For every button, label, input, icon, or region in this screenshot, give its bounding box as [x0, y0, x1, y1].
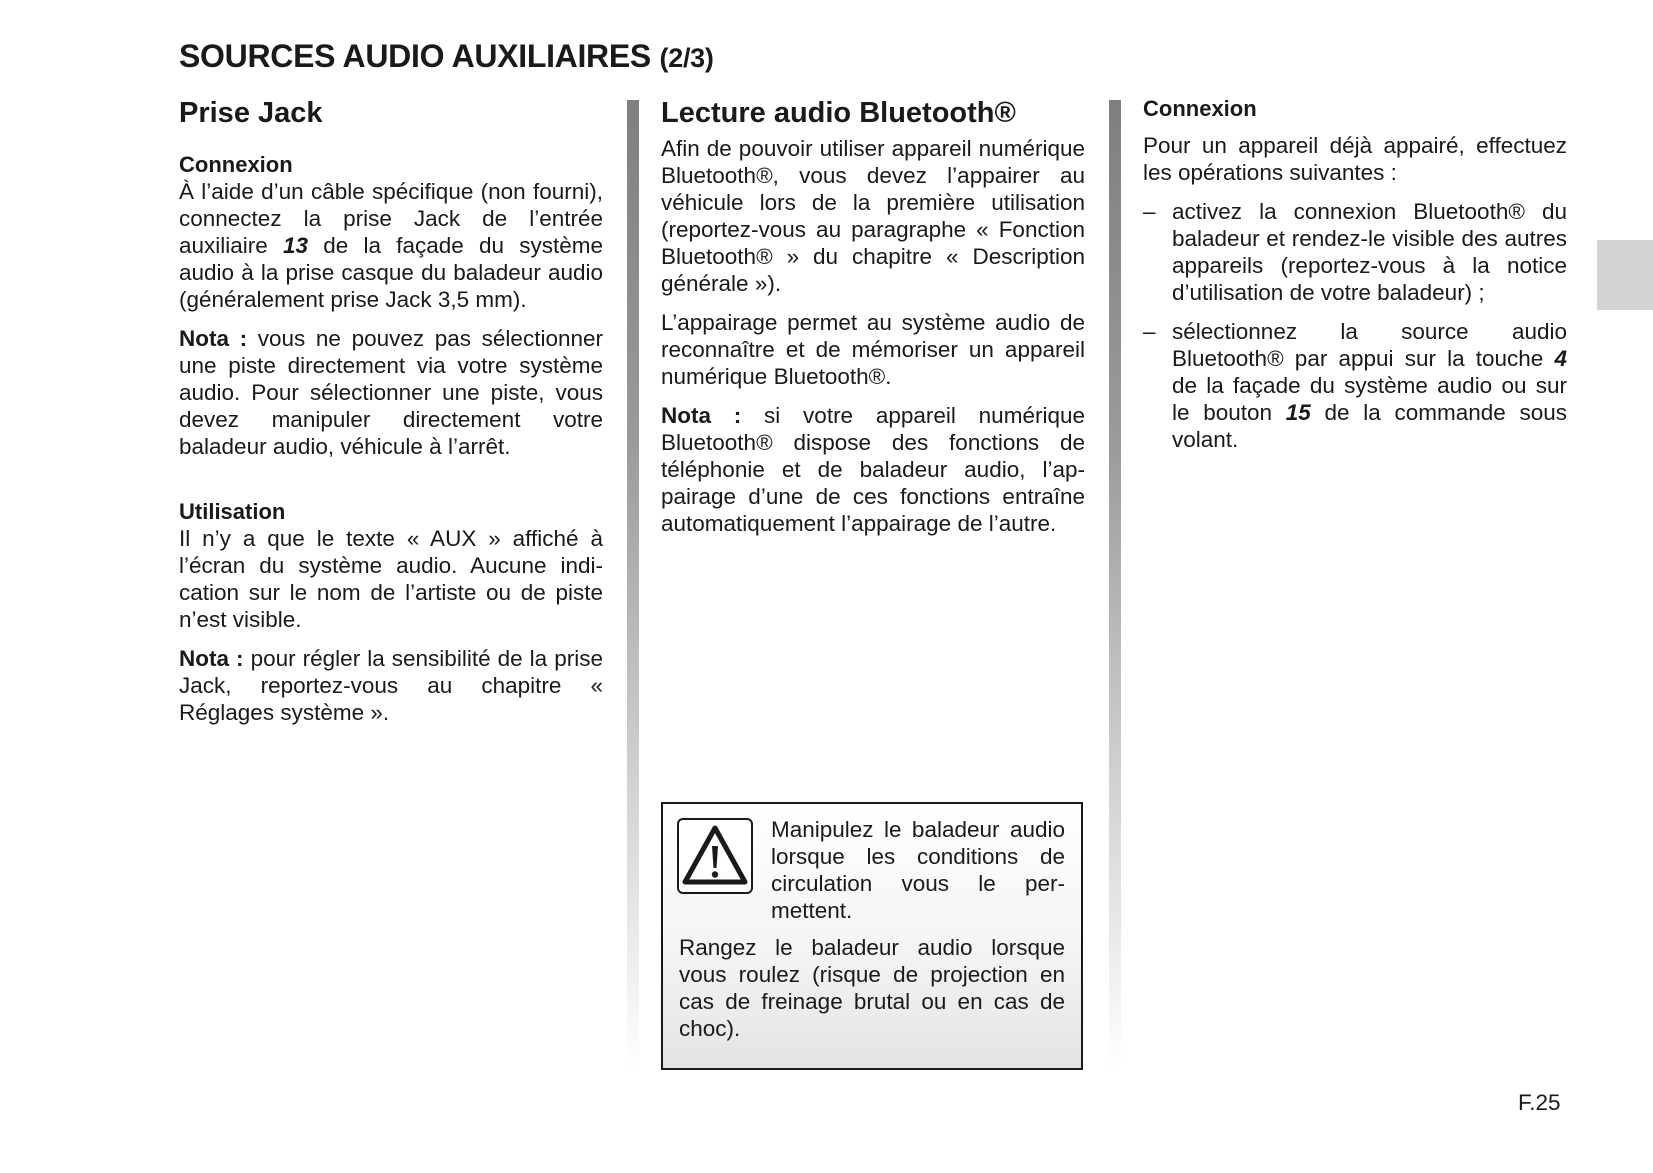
warning-text-1: Manipulez le baladeur audio lorsque les conditions de circulation vous le permettent.	[771, 817, 1065, 923]
column-connexion	[1143, 95, 1567, 465]
warning-text-2: Rangez le baladeur audio lorsque vous roulez (risque de projection en cas de freinage brutal ou en cas de choc).	[679, 935, 1065, 1041]
column-prise-jack	[179, 95, 603, 738]
utilisation-paragraph: Il n’y a que le texte « AUX » affiché à l’écran du système audio. Aucune indication sur le nom de l’artiste ou de piste n’est visible.	[179, 526, 603, 632]
page-title-main: SOURCES AUDIO AUXILIAIRES	[179, 38, 660, 74]
step-text-a: sélectionnez la source audio Bluetooth® par appui sur la touche	[1172, 319, 1567, 371]
section-heading-bluetooth: Lecture audio Bluetooth®	[661, 97, 1016, 129]
list-item	[1143, 318, 1567, 453]
ref-number-15: 15	[1285, 400, 1311, 425]
warning-box	[661, 802, 1083, 1070]
ref-number-4: 4	[1554, 346, 1567, 371]
column-divider-right	[1109, 100, 1121, 1070]
nota-label: Nota :	[179, 326, 248, 351]
step-text-c: de la commande sous volant.	[1172, 400, 1567, 452]
page-title	[179, 38, 714, 75]
nota-paragraph-2	[179, 645, 603, 726]
bluetooth-nota-text: si votre appareil numérique Bluetooth® dispose des fonctions de téléphonie et de baladeur audio, l’appairage d’une de ces fonctions entraîne automatiquement l’appairage de l’autre.	[661, 403, 1085, 536]
warning-triangle-icon	[677, 818, 753, 894]
section-heading-prise-jack: Prise Jack	[179, 97, 323, 129]
bluetooth-nota-label: Nota :	[661, 403, 742, 428]
section-side-tab	[1597, 240, 1653, 310]
ref-number-13: 13	[283, 233, 309, 258]
column-bluetooth	[661, 95, 1085, 549]
list-item: – activez la connexion Bluetooth® du baladeur et rendez-le visible des autres appareils (reportez-vous à la notice d’utilisation de votre baladeur) ;	[1143, 198, 1567, 306]
nota-text-2: pour régler la sensibilité de la prise Jack, reportez-vous au chapitre « Réglages système ».	[179, 646, 604, 725]
page-number: F.25	[1518, 1090, 1561, 1115]
bluetooth-nota-paragraph	[661, 402, 1085, 537]
subheading-utilisation: Utilisation	[179, 499, 286, 524]
bluetooth-paragraph-1: Afin de pouvoir utiliser appareil numérique Bluetooth®, vous devez l’appairer au véhicule lors de la première utilisation (reportez-vous au paragraphe « Fonction Bluetooth® » du chapitre « Description générale »).	[661, 136, 1085, 296]
connexion-intro: Pour un appareil déjà appairé, effectuez les opérations suivantes :	[1143, 133, 1567, 185]
subheading-connexion: Connexion	[179, 152, 293, 177]
subheading-connexion-bluetooth: Connexion	[1143, 96, 1257, 121]
nota-text: vous ne pouvez pas sélectionner une piste directement via votre système audio. Pour sélectionner une piste, vous devez manipuler directement votre baladeur audio, véhicule à l’arrêt.	[179, 326, 603, 459]
connexion-paragraph	[179, 178, 603, 313]
step-text-b: de la façade du système audio ou sur le bouton	[1172, 373, 1567, 425]
nota-paragraph	[179, 325, 603, 460]
connexion-text-a: À l’aide d’un câble spécifique (non fourni), connectez la prise Jack de l’entrée auxiliaire	[179, 179, 603, 258]
steps-list	[1143, 198, 1567, 453]
bluetooth-paragraph-2: L’appairage permet au système audio de reconnaître et de mémoriser un appareil numérique Bluetooth®.	[661, 310, 1085, 389]
column-divider-left	[627, 100, 639, 1070]
page-title-part: (2/3)	[659, 43, 714, 73]
nota-label-2: Nota :	[179, 646, 244, 671]
connexion-text-b: de la façade du système audio à la prise casque du baladeur audio (généralement prise Jack 3,5 mm).	[179, 233, 603, 312]
